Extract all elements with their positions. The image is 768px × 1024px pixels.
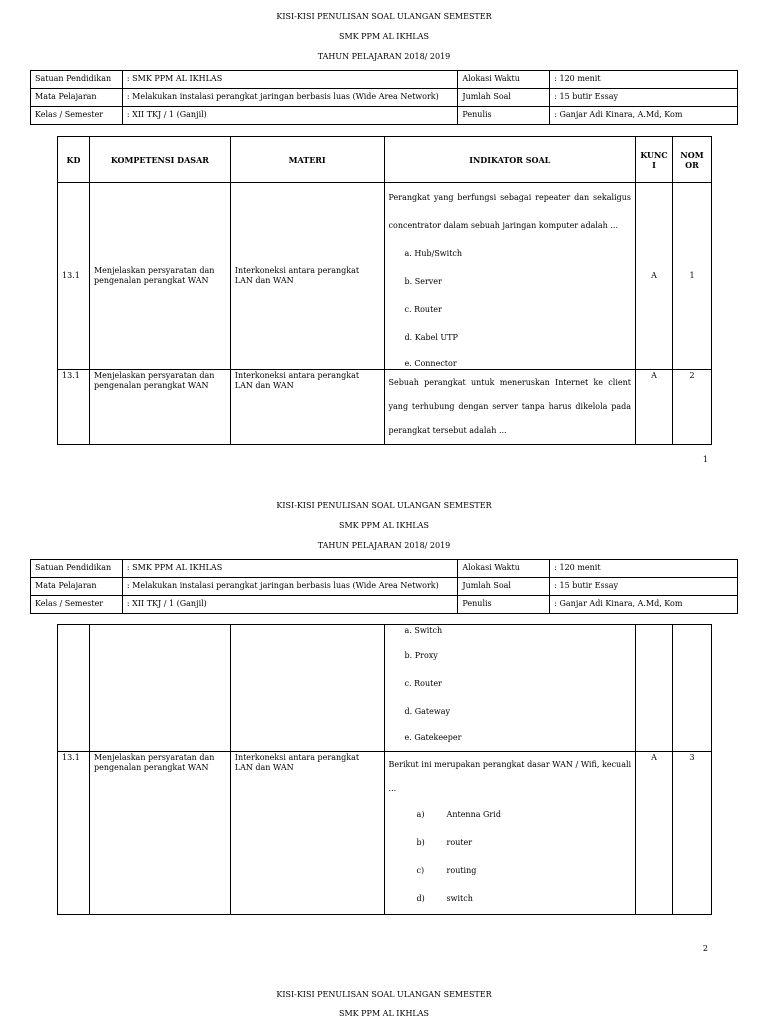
header-kd: KD xyxy=(58,137,90,183)
doc-title: KISI-KISI PENULISAN SOAL ULANGAN SEMESTER xyxy=(276,12,492,21)
mapel-value: : Melakukan instalasi perangkat jaringan berbasis luas (Wide Area Network) xyxy=(122,89,457,107)
nomor-cell: 2 xyxy=(672,370,711,445)
nomor-cell: 1 xyxy=(672,183,711,370)
option-letter: a) xyxy=(416,810,425,819)
option-letter: d) xyxy=(416,894,425,903)
option-d xyxy=(389,885,632,913)
question-text: Sebuah perangkat untuk meneruskan Internet ke client yang terhubung dengan server tanpa harus dikelola pada perangkat tersebut adalah ... xyxy=(388,378,631,435)
option-text: routing xyxy=(446,866,477,875)
info-table xyxy=(30,70,738,125)
table-row xyxy=(58,752,712,915)
question-text: Berikut ini merupakan perangkat dasar WAN / Wifi, kecuali ... xyxy=(388,760,632,793)
kelas-label: Kelas / Semester xyxy=(31,107,123,125)
option-text: switch xyxy=(446,894,473,903)
school-name: SMK PPM AL IKHLAS xyxy=(338,32,429,41)
mapel-label: Mata Pelajaran xyxy=(31,89,123,107)
header-kunci: KUNC I xyxy=(636,137,673,183)
alokasi-label: Alokasi Waktu xyxy=(458,71,550,89)
option-d: d. Gateway xyxy=(404,707,450,716)
option-c: c. Router xyxy=(404,305,442,314)
penulis-value: : Ganjar Adi Kinara, A.Md, Kom xyxy=(550,107,738,125)
jumlah-value: : 15 butir Essay xyxy=(550,578,738,596)
mapel-value: : Melakukan instalasi perangkat jaringan berbasis luas (Wide Area Network) xyxy=(122,578,457,596)
penulis-value: : Ganjar Adi Kinara, A.Md, Kom xyxy=(550,596,738,614)
grid-table xyxy=(57,136,712,445)
kunci-cell: A xyxy=(636,752,673,915)
option-c: c. Router xyxy=(404,679,442,688)
kunci-cell: A xyxy=(636,183,673,370)
doc-title: KISI-KISI PENULISAN SOAL ULANGAN SEMESTER xyxy=(276,501,492,510)
indikator-cell xyxy=(384,752,636,915)
option-b: b. Proxy xyxy=(404,651,438,660)
alokasi-label: Alokasi Waktu xyxy=(458,560,550,578)
kompetensi-cell: Menjelaskan persyaratan dan pengenalan perangkat WAN xyxy=(89,370,230,445)
option-d: d. Kabel UTP xyxy=(404,333,458,342)
option-a: a. Hub/Switch xyxy=(404,249,463,258)
option-e: e. Connector xyxy=(404,359,457,368)
option-letter: b) xyxy=(416,838,425,847)
satuan-value: : SMK PPM AL IKHLAS xyxy=(122,560,457,578)
satuan-value: : SMK PPM AL IKHLAS xyxy=(122,71,457,89)
table-row xyxy=(58,625,712,752)
alokasi-value: : 120 menit xyxy=(550,71,738,89)
penulis-label: Penulis xyxy=(458,107,550,125)
materi-cell: Interkoneksi antara perangkat LAN dan WAN xyxy=(230,183,384,370)
indikator-cell xyxy=(384,370,635,445)
option-b: b. Server xyxy=(404,277,442,286)
option-letter: c) xyxy=(416,866,425,875)
penulis-label: Penulis xyxy=(458,596,550,614)
kd-cell: 13.1 xyxy=(58,370,90,445)
option-e: e. Gatekeeper xyxy=(404,733,462,742)
table-row xyxy=(58,370,712,445)
jumlah-label: Jumlah Soal xyxy=(458,578,550,596)
doc-title: KISI-KISI PENULISAN SOAL ULANGAN SEMESTER xyxy=(276,990,492,999)
school-name: SMK PPM AL IKHLAS xyxy=(338,521,429,530)
page-number: 1 xyxy=(702,455,708,464)
option-a: a. Switch xyxy=(404,626,443,635)
academic-year: TAHUN PELAJARAN 2018/ 2019 xyxy=(317,52,451,61)
nomor-cell: 3 xyxy=(673,752,712,915)
grid-table xyxy=(57,624,712,915)
academic-year: TAHUN PELAJARAN 2018/ 2019 xyxy=(317,541,451,550)
option-c xyxy=(389,857,632,885)
option-text: router xyxy=(446,838,473,847)
page-number: 2 xyxy=(702,944,708,953)
kd-cell: 13.1 xyxy=(58,752,90,915)
kompetensi-cell: Menjelaskan persyaratan dan pengenalan perangkat WAN xyxy=(89,752,230,915)
question-text: Perangkat yang berfungsi sebagai repeater dan sekaligus concentrator dalam sebuah jaringan komputer adalah ... xyxy=(388,193,631,230)
indikator-cell xyxy=(384,625,636,752)
jumlah-value: : 15 butir Essay xyxy=(550,89,738,107)
option-a xyxy=(389,801,632,829)
option-text: Antenna Grid xyxy=(446,810,501,819)
kompetensi-cell: Menjelaskan persyaratan dan pengenalan perangkat WAN xyxy=(89,183,230,370)
table-row xyxy=(58,183,712,370)
kelas-value: : XII TKJ / 1 (Ganjil) xyxy=(122,596,457,614)
indikator-cell xyxy=(384,183,635,370)
kelas-label: Kelas / Semester xyxy=(31,596,123,614)
school-name: SMK PPM AL IKHLAS xyxy=(338,1009,429,1018)
kunci-cell: A xyxy=(636,370,673,445)
jumlah-label: Jumlah Soal xyxy=(458,89,550,107)
materi-cell: Interkoneksi antara perangkat LAN dan WAN xyxy=(230,752,384,915)
header-kompetensi: KOMPETENSI DASAR xyxy=(89,137,230,183)
option-b xyxy=(389,829,632,857)
header-indikator: INDIKATOR SOAL xyxy=(384,137,635,183)
header-nomor: NOM OR xyxy=(672,137,711,183)
kelas-value: : XII TKJ / 1 (Ganjil) xyxy=(122,107,457,125)
materi-cell: Interkoneksi antara perangkat LAN dan WAN xyxy=(230,370,384,445)
satuan-label: Satuan Pendidikan xyxy=(31,560,123,578)
info-table xyxy=(30,559,738,614)
kd-cell: 13.1 xyxy=(58,183,90,370)
satuan-label: Satuan Pendidikan xyxy=(31,71,123,89)
mapel-label: Mata Pelajaran xyxy=(31,578,123,596)
alokasi-value: : 120 menit xyxy=(550,560,738,578)
header-materi: MATERI xyxy=(230,137,384,183)
